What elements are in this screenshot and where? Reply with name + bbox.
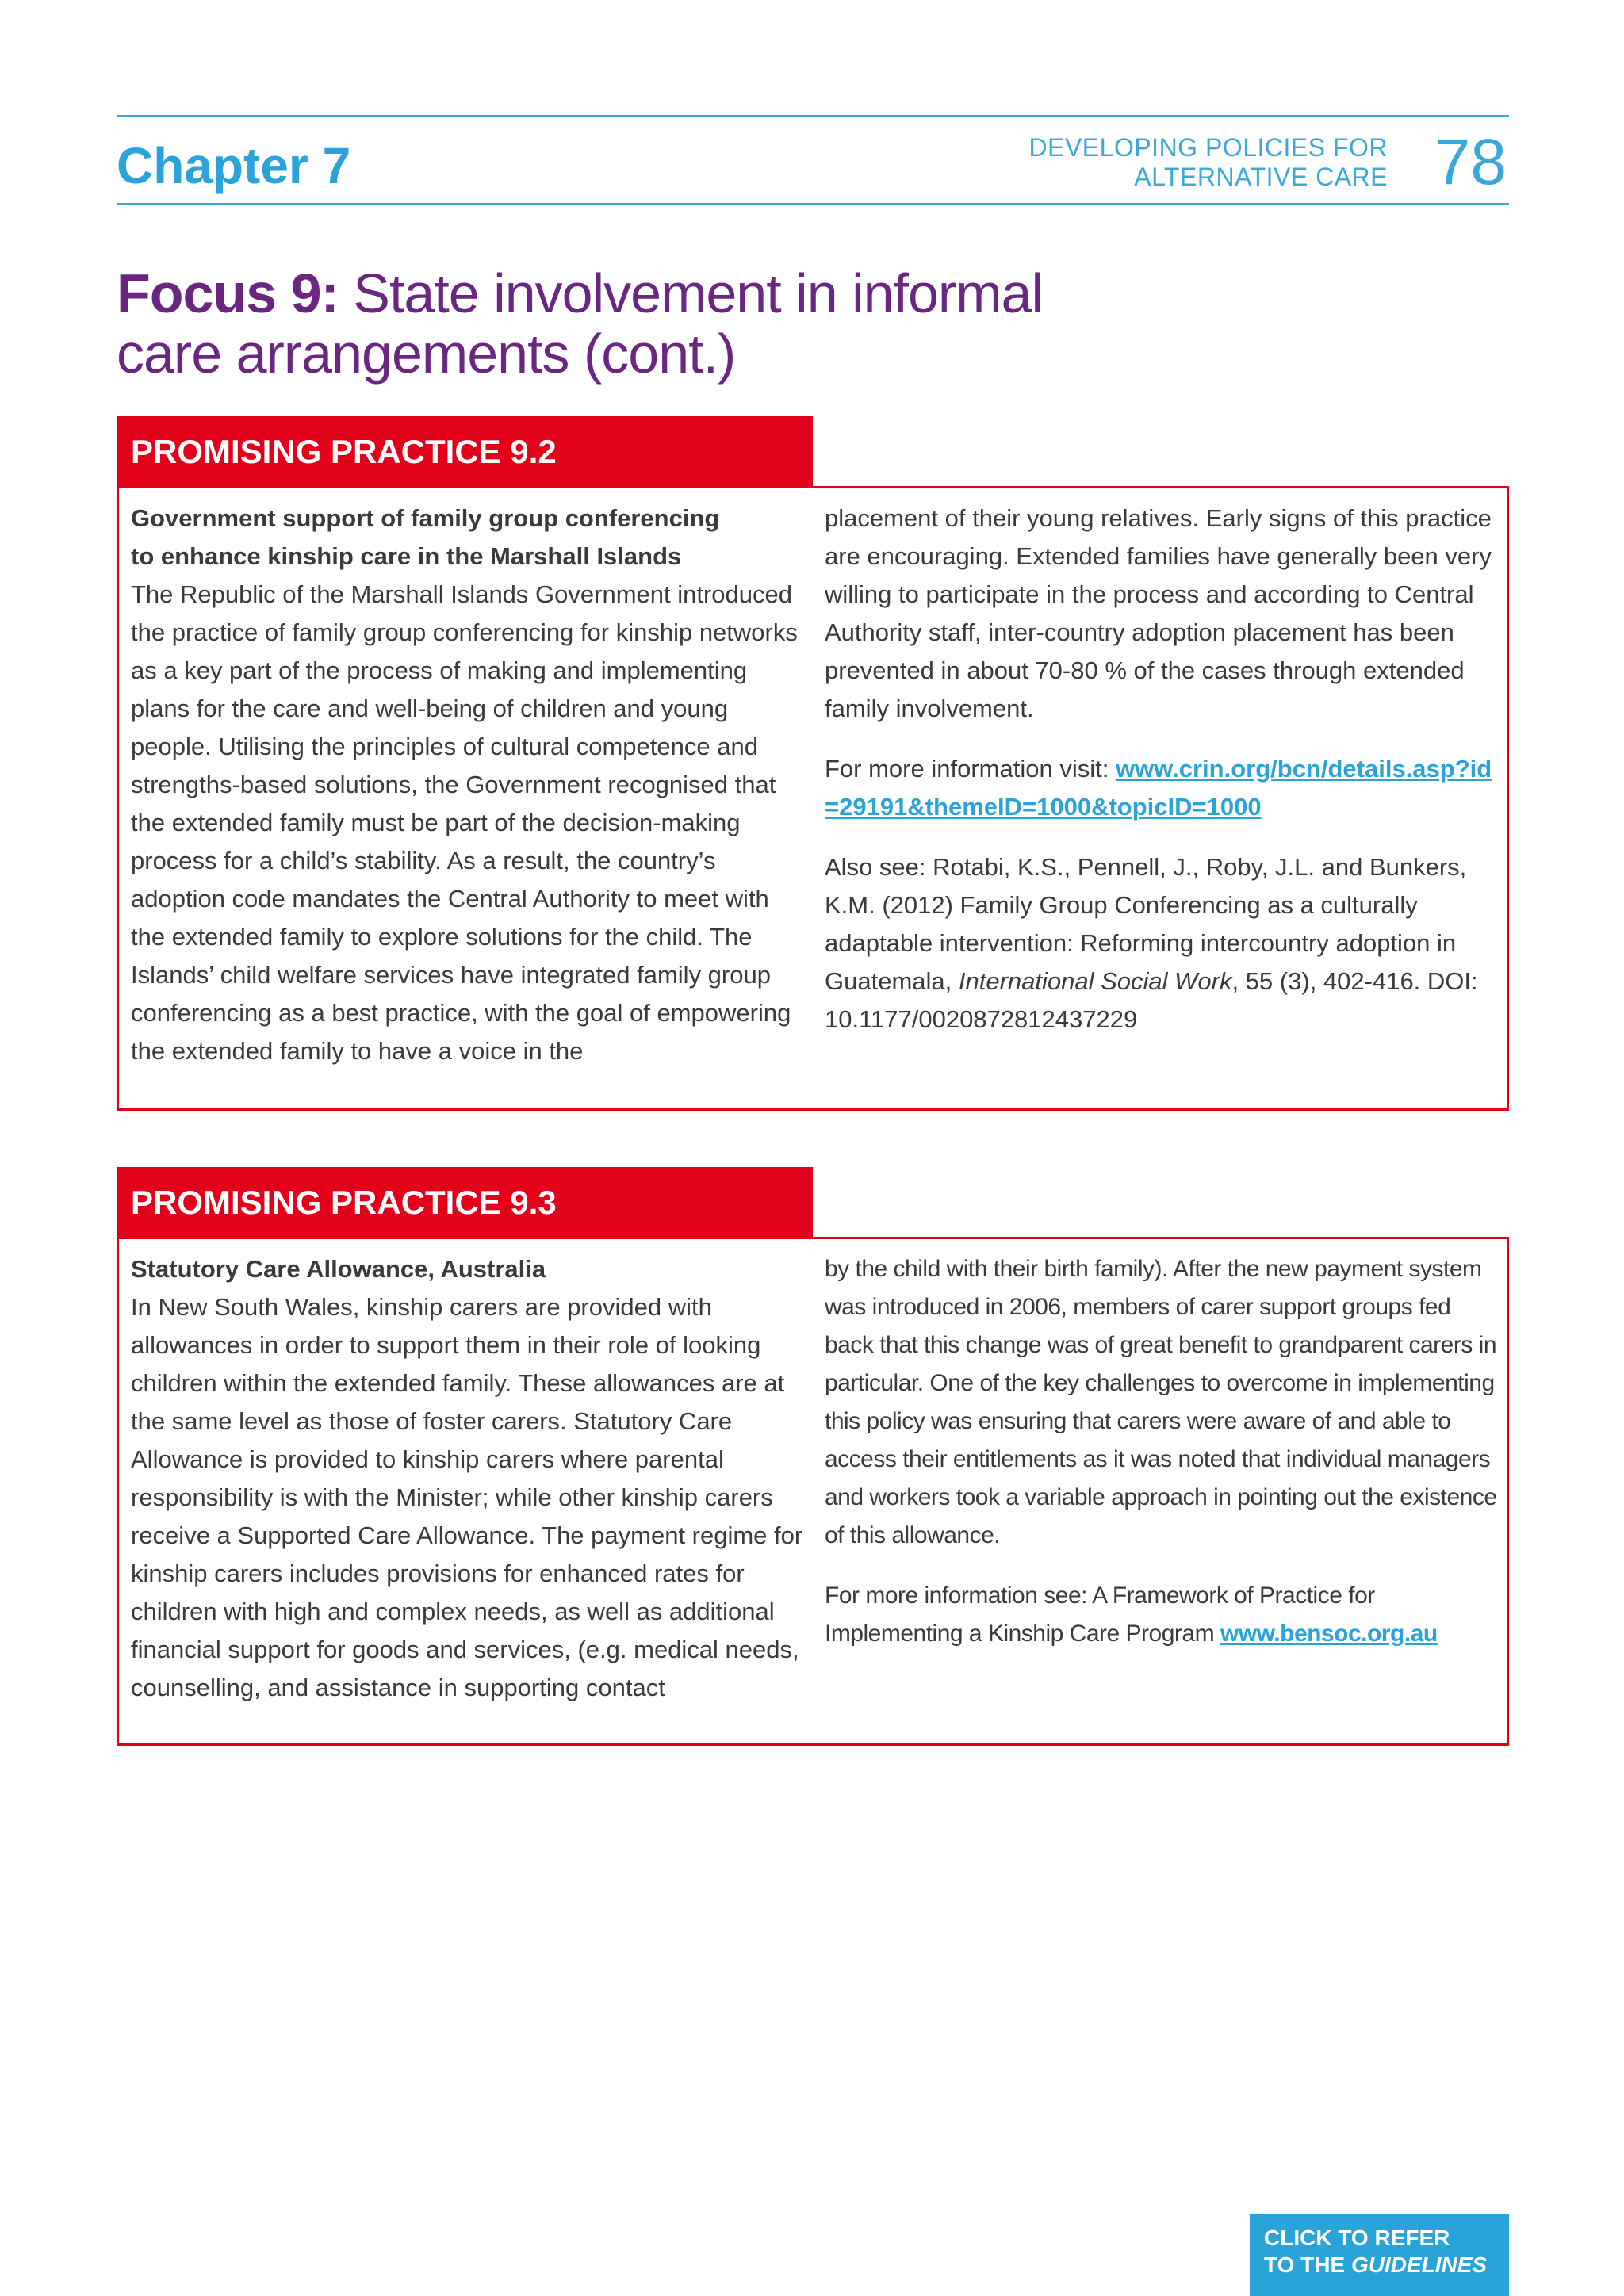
practice-9-3-right-text: by the child with their birth family). After the new payment system was introduced in 2006, members of carer support groups fed back that this change was of great benefit to grandparent carers in particular. One of the key challenges to overcome in implementing this policy was ensuring that carers were aware of and able to access their entitlements as it was noted that individual managers and workers took a variable approach in pointing out the existence of this allowance.	[825, 1256, 1497, 1548]
focus-title-line2: care arrangements (cont.)	[117, 323, 736, 385]
practice-9-2-also-see	[825, 848, 1499, 1039]
cta-line2-pre: TO THE	[1264, 2252, 1351, 2277]
practice-9-3-box	[117, 1237, 1509, 1746]
practice-9-2-left-column	[131, 499, 924, 1070]
practice-9-2-left-text: The Republic of the Marshall Islands Government introduced the practice of family group conferencing for kinship networks as a key part of the process of making and implementing plans for the care and well-being of children and young people. Utilising the principles of cultural competence and strengths-based solutions, the Government recognised that the extended family must be part of the decision-making process for a child’s stability. As a result, the country’s adoption code mandates the Central Authority to meet with the extended family to explore solutions for the child. The Islands’ child welfare services have integrated family group conferencing as a best practice, with the goal of empowering the extended family to have a voice in the	[131, 580, 798, 1065]
also-see-citation: , 55 (3), 402-416. DOI: 10.1177/0020872812437229	[825, 967, 1478, 1033]
practice-9-2-more-info-label: For more information visit:	[825, 755, 1116, 783]
chapter-title: Chapter 7	[117, 137, 351, 194]
practice-9-2-more-info	[825, 750, 1499, 826]
crin-link[interactable]: www.crin.org/bcn/details.asp?id=29191&themeID=1000&topicID=1000	[825, 755, 1492, 821]
header-bottom-rule	[117, 203, 1509, 205]
practice-9-3-more-info	[825, 1577, 1499, 1653]
practice-9-3-left-text: In New South Wales, kinship carers are provided with allowances in order to support them in their role of looking children within the extended family. These allowances are at the same level as those of foster carers. Statutory Care Allowance is provided to kinship carers where parental responsibility is with the Minister; while other kinship carers receive a Supported Care Allowance. The payment regime for kinship carers includes provisions for enhanced rates for children with high and complex needs, as well as additional financial support for goods and services, (e.g. medical needs, counselling, and assistance in supporting contact	[131, 1293, 803, 1701]
practice-9-3-right-column	[825, 1250, 1499, 1675]
practice-9-2-heading: PROMISING PRACTICE 9.2	[117, 416, 813, 488]
journal-title: International Social Work	[958, 967, 1232, 995]
focus-title-line1: State involvement in informal	[338, 262, 1044, 324]
practice-9-3-subtitle: Statutory Care Allowance, Australia	[131, 1255, 546, 1283]
practice-9-2-subtitle: Government support of family group conferencing to enhance kinship care in the Marshall Islands	[131, 504, 720, 570]
focus-heading-line1	[117, 263, 1043, 323]
practice-9-3-heading: PROMISING PRACTICE 9.3	[117, 1167, 813, 1238]
cta-line1: CLICK TO REFER	[1264, 2225, 1450, 2250]
practice-9-2-box	[117, 486, 1509, 1111]
document-title-line1: DEVELOPING POLICIES FOR	[1028, 133, 1388, 162]
practice-9-3-left-column	[131, 1250, 829, 1707]
practice-9-3-more-info-label: For more information see: A Framework of Practice for Implementing a Kinship Care Program	[825, 1582, 1375, 1647]
bensoc-link[interactable]: www.bensoc.org.au	[1220, 1621, 1438, 1647]
header-top-rule	[117, 115, 1509, 117]
focus-heading	[117, 263, 1043, 384]
document-title	[1029, 133, 1388, 192]
focus-label: Focus 9:	[117, 262, 339, 324]
practice-9-2-right-column	[825, 499, 1499, 1061]
page-number: 78	[1434, 126, 1507, 198]
refer-to-guidelines-button[interactable]	[1250, 2214, 1509, 2296]
practice-9-2-right-text: placement of their young relatives. Early signs of this practice are encouraging. Extended families have generally been very willing to participate in the process and according to Central Authority staff, inter-country adoption placement has been prevented in about 70-80 % of the cases through extended family involvement.	[825, 504, 1492, 722]
cta-guidelines: GUIDELINES	[1350, 2252, 1488, 2277]
document-title-line2: ALTERNATIVE CARE	[1134, 163, 1388, 191]
cta-line2	[1264, 2252, 1509, 2279]
also-see-text: Also see: Rotabi, K.S., Pennell, J., Roby, J.L. and Bunkers, K.M. (2012) Family Group Conferencing as a culturally adaptable intervention: Reforming intercountry adoption in Guatemala,	[825, 853, 1467, 995]
